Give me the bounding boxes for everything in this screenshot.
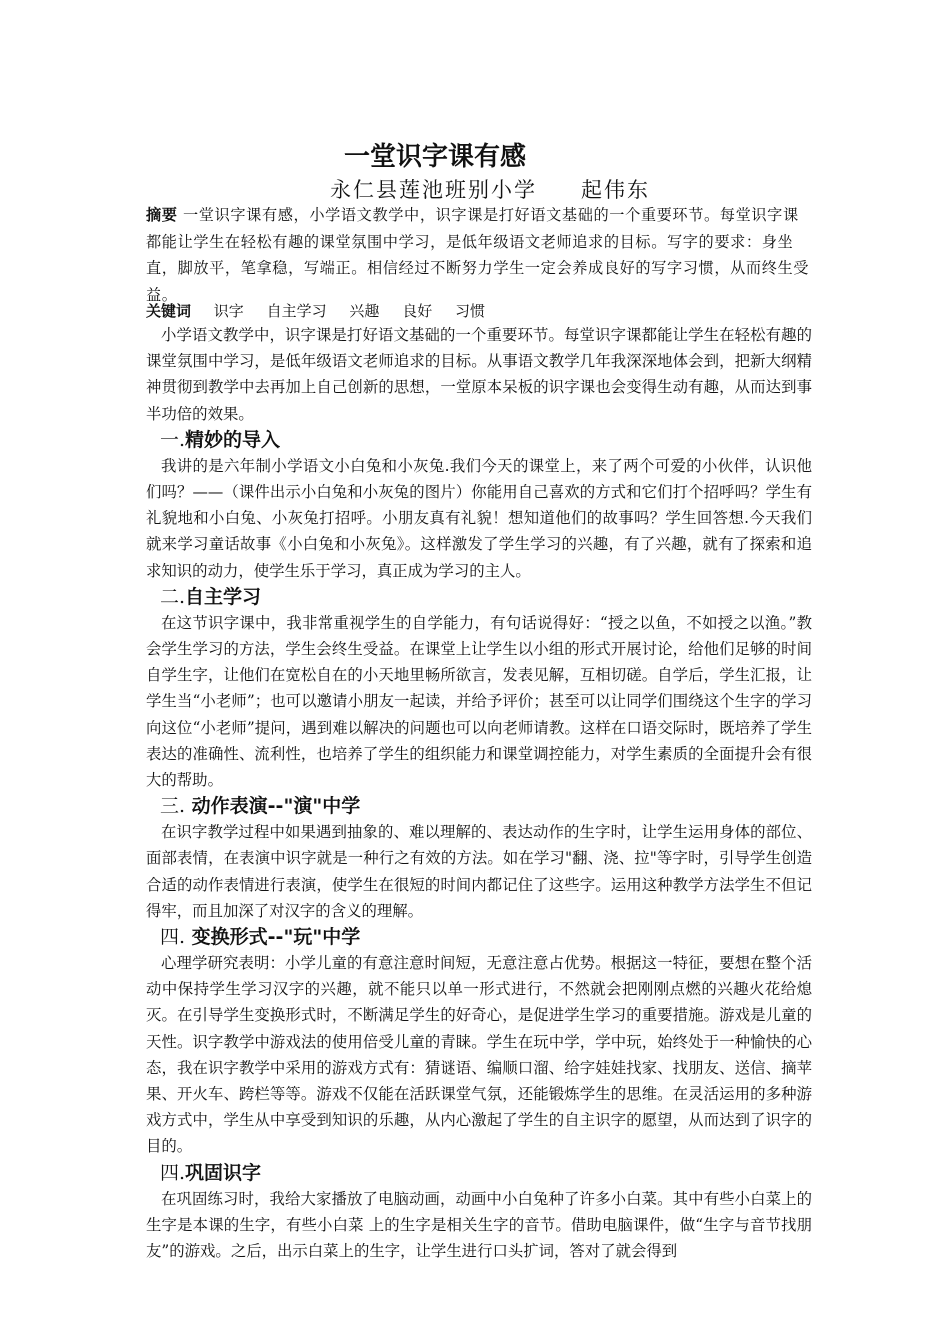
section-number: 一. bbox=[160, 428, 186, 451]
section-number: 四. bbox=[160, 926, 186, 949]
school-name: 永仁县莲池班别小学 bbox=[330, 178, 537, 202]
abstract-text: 一堂识字课有感，小学语文教学中，识字课是打好语文基础的一个重要环节。每堂识字课都能让学生在轻松有趣的课堂氛围中学习，是低年级语文老师追求的目标。写字的要求：身坐直，脚放平，笔拿稳，写端正。相信经过不断努力学生一定会养成良好的写字习惯，从而终生受益。 bbox=[146, 206, 810, 304]
section-number: 三. bbox=[160, 795, 186, 818]
keywords bbox=[146, 300, 485, 322]
section-heading bbox=[146, 924, 812, 950]
section-paragraph: 在巩固练习时，我给大家播放了电脑动画，动画中小白兔种了许多小白菜。其中有些小白菜上的生字是本课的生字，有些小白菜 上的生字是相关生字的音节。借助电脑课件，做“生字与音节找朋友”的游戏。之后，出示白菜上的生字，让学生进行口头扩词，答对了就会得到 bbox=[146, 1189, 812, 1261]
section-heading bbox=[146, 427, 812, 453]
section-heading bbox=[146, 793, 812, 819]
keyword: 良好 bbox=[402, 302, 433, 320]
intro-paragraph: 小学语文教学中，识字课是打好语文基础的一个重要环节。每堂识字课都能让学生在轻松有趣的课堂氛围中学习，是低年级语文老师追求的目标。从事语文教学几年我深深地体会到，把新大纲精神贯彻到教学中去再加上自己创新的思想，一堂原本呆板的识字课也会变得生动有趣，从而达到事半功倍的效果。 bbox=[146, 326, 812, 423]
section-heading bbox=[146, 1160, 812, 1186]
keyword: 习惯 bbox=[454, 302, 485, 320]
section-title: 动作表演--"演"中学 bbox=[191, 795, 361, 818]
document-body bbox=[146, 322, 812, 1264]
abstract bbox=[146, 202, 810, 308]
section-title: 巩固识字 bbox=[185, 1161, 262, 1184]
section-number: 二. bbox=[160, 585, 186, 608]
keyword: 兴趣 bbox=[349, 302, 380, 320]
section-title: 精妙的导入 bbox=[185, 428, 281, 451]
section-title: 自主学习 bbox=[185, 585, 262, 608]
abstract-label: 摘要 bbox=[146, 206, 178, 224]
author-name: 起伟东 bbox=[581, 178, 650, 202]
section-paragraph: 心理学研究表明：小学儿童的有意注意时间短，无意注意占优势。根据这一特征，要想在整个活动中保持学生学习汉字的兴趣，就不能只以单一形式进行，不然就会把刚刚点燃的兴趣火花给熄灭。在引导学生变换形式时，不断满足学生的好奇心，是促进学生学习的重要措施。游戏是儿童的天性。识字教学中游戏法的使用倍受儿童的青睐。学生在玩中学，学中玩，始终处于一种愉快的心态，我在识字教学中采用的游戏方式有：猜谜语、编顺口溜、给字娃娃找家、找朋友、送信、摘苹果、开火车、跨栏等等。游戏不仅能在活跃课堂气氛，还能锻炼学生的思维。在灵活运用的多种游戏方式中，学生从中享受到知识的乐趣，从内心激起了学生的自主识字的愿望，从而达到了识字的目的。 bbox=[146, 954, 812, 1156]
section-heading bbox=[146, 584, 812, 610]
keywords-label: 关键词 bbox=[146, 302, 192, 320]
section-paragraph: 我讲的是六年制小学语文小白兔和小灰兔.我们今天的课堂上，来了两个可爱的小伙伴，认识他们吗？——（课件出示小白兔和小灰兔的图片）你能用自己喜欢的方式和它们打个招呼吗？学生有礼貌地和小白兔、小灰兔打招呼。小朋友真有礼貌！想知道他们的故事吗？学生回答想.今天我们就来学习童话故事《小白兔和小灰兔》。这样激发了学生学习的兴趣，有了兴趣，就有了探索和追求知识的动力，使学生乐于学习，真正成为学习的主人。 bbox=[146, 456, 812, 580]
section-paragraph: 在识字教学过程中如果遇到抽象的、难以理解的、表达动作的生字时，让学生运用身体的部位、面部表情，在表演中识字就是一种行之有效的方法。如在学习"翻、浇、拉"等字时，引导学生创造合适的动作表情进行表演，使学生在很短的时间内都记住了这些字。运用这种教学方法学生不但记得牢，而且加深了对汉字的含义的理解。 bbox=[146, 823, 812, 920]
section-number: 四. bbox=[160, 1161, 186, 1184]
keyword: 识字 bbox=[213, 302, 244, 320]
section-paragraph: 在这节识字课中，我非常重视学生的自学能力，有句话说得好：“授之以鱼，不如授之以渔。”教会学生学习的方法，学生会终生受益。在课堂上让学生以小组的形式开展讨论，给他们足够的时间自学生字，让他们在宽松自在的小天地里畅所欲言，发表见解，互相切磋。自学后，学生汇报，让学生当“小老师”；也可以邀请小朋友一起读，并给予评价；甚至可以让同学们围绕这个生字的学习向这位“小老师”提问，遇到难以解决的问题也可以向老师请教。这样在口语交际时，既培养了学生表达的准确性、流利性，也培养了学生的组织能力和课堂调控能力，对学生素质的全面提升会有很大的帮助。 bbox=[146, 613, 812, 790]
byline bbox=[330, 174, 650, 204]
keyword: 自主学习 bbox=[266, 302, 327, 320]
document-title: 一堂识字课有感 bbox=[343, 142, 526, 172]
section-title: 变换形式--"玩"中学 bbox=[191, 926, 361, 949]
